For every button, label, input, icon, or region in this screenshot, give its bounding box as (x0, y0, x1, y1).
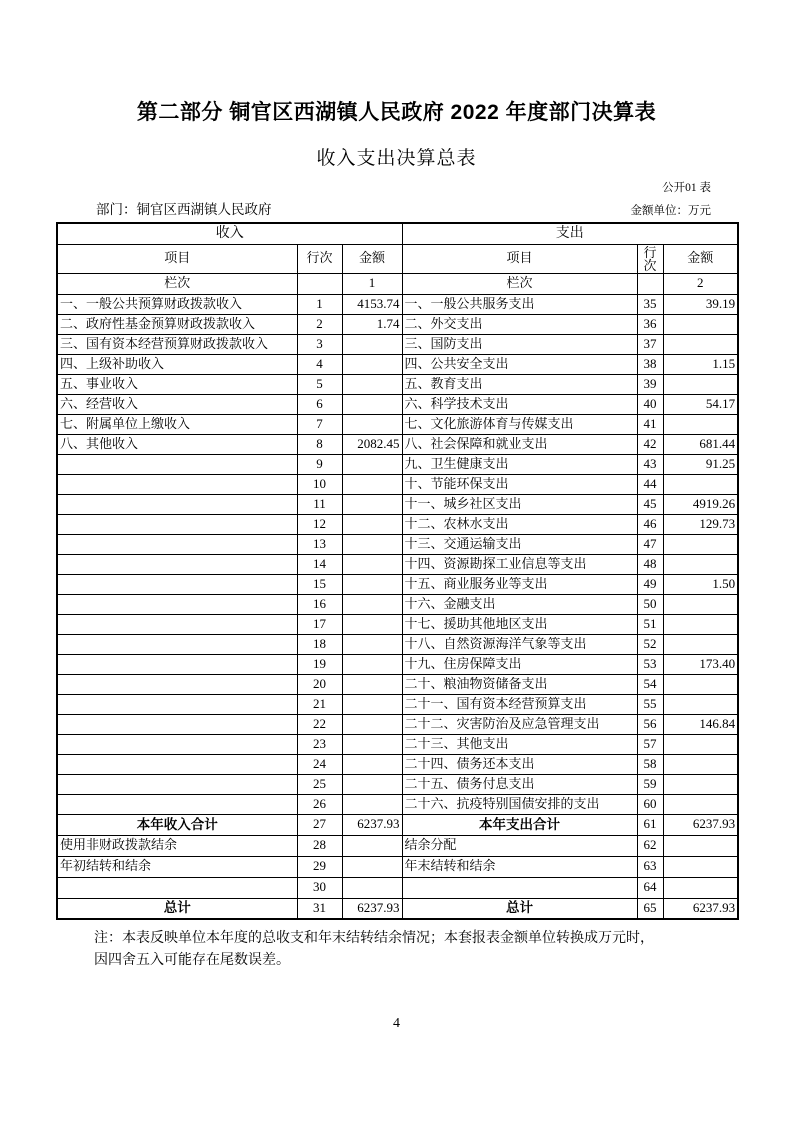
income-amount-cell (342, 414, 402, 434)
table-row (57, 614, 738, 634)
expense-amount-cell: 681.44 (663, 434, 738, 454)
table-row (57, 514, 738, 534)
expense-item-cell: 一、一般公共服务支出 (402, 294, 637, 314)
income-amount-cell: 6237.93 (342, 898, 402, 919)
income-item-cell (57, 694, 297, 714)
expense-rownum-cell: 58 (637, 754, 663, 774)
income-section-header: 收入 (57, 223, 402, 244)
income-item-cell: 一、一般公共预算财政拨款收入 (57, 294, 297, 314)
income-item-cell: 四、上级补助收入 (57, 354, 297, 374)
page-number: 4 (393, 1016, 400, 1031)
expense-item-cell: 总计 (402, 898, 637, 919)
table-row (57, 574, 738, 594)
expense-item-cell: 八、社会保障和就业支出 (402, 434, 637, 454)
column-header-row (57, 244, 738, 273)
expense-item-cell: 二十、粮油物资储备支出 (402, 674, 637, 694)
income-amount-cell (342, 614, 402, 634)
expense-rownum-cell: 56 (637, 714, 663, 734)
table-row (57, 534, 738, 554)
income-amount-cell (342, 334, 402, 354)
expense-item-cell: 四、公共安全支出 (402, 354, 637, 374)
expense-amount-cell (663, 614, 738, 634)
expense-item-cell: 三、国防支出 (402, 334, 637, 354)
table-row (57, 734, 738, 754)
table-row (57, 354, 738, 374)
income-item-cell: 二、政府性基金预算财政拨款收入 (57, 314, 297, 334)
income-rownum-column-header: 行次 (297, 244, 342, 273)
expense-amount-cell: 91.25 (663, 454, 738, 474)
income-rownum-cell: 30 (297, 877, 342, 898)
income-rownum-cell: 26 (297, 794, 342, 814)
form-code-label: 公开01 表 (662, 182, 711, 194)
income-item-cell (57, 714, 297, 734)
expense-rownum-cell: 41 (637, 414, 663, 434)
income-amount-cell (342, 474, 402, 494)
income-rownum-cell: 31 (297, 898, 342, 919)
income-amount-cell (342, 514, 402, 534)
expense-amount-cell (663, 674, 738, 694)
income-rownum-cell: 24 (297, 754, 342, 774)
income-rownum-cell: 22 (297, 714, 342, 734)
table-row (57, 774, 738, 794)
expense-rownum-cell: 51 (637, 614, 663, 634)
expense-item-cell: 年末结转和结余 (402, 856, 637, 877)
income-amount-cell: 6237.93 (342, 814, 402, 835)
expense-item-cell: 十八、自然资源海洋气象等支出 (402, 634, 637, 654)
income-rownum-cell: 16 (297, 594, 342, 614)
income-amount-cell (342, 634, 402, 654)
meta-row (56, 202, 737, 218)
table-row (57, 314, 738, 334)
expense-item-cell: 二十四、债务还本支出 (402, 754, 637, 774)
income-rownum-cell: 13 (297, 534, 342, 554)
table-title: 收入支出决算总表 (316, 148, 477, 169)
expense-rownum-cell: 39 (637, 374, 663, 394)
table-row (57, 434, 738, 454)
table-row (57, 414, 738, 434)
income-amount-cell (342, 877, 402, 898)
table-row (57, 694, 738, 714)
income-amount-column-header: 金额 (342, 244, 402, 273)
table-row (57, 474, 738, 494)
income-rownum-cell: 10 (297, 474, 342, 494)
income-item-cell: 六、经营收入 (57, 394, 297, 414)
table-body (57, 294, 738, 919)
income-item-cell (57, 614, 297, 634)
expense-amount-cell (663, 554, 738, 574)
expense-amount-cell (663, 835, 738, 856)
table-row (57, 654, 738, 674)
expense-rownum-cell: 36 (637, 314, 663, 334)
expense-rownum-cell: 52 (637, 634, 663, 654)
income-lanci-label: 栏次 (57, 273, 297, 294)
income-amount-cell (342, 654, 402, 674)
expense-rownum-cell: 59 (637, 774, 663, 794)
income-amount-cell (342, 714, 402, 734)
income-amount-cell (342, 856, 402, 877)
income-item-cell (57, 774, 297, 794)
table-row (57, 294, 738, 314)
income-amount-cell (342, 454, 402, 474)
income-item-cell: 总计 (57, 898, 297, 919)
expense-section-header: 支出 (402, 223, 738, 244)
income-amount-cell (342, 374, 402, 394)
expense-amount-cell (663, 314, 738, 334)
expense-rownum-cell: 55 (637, 694, 663, 714)
section-header-row (57, 223, 738, 244)
expense-rownum-cell: 38 (637, 354, 663, 374)
income-item-cell (57, 674, 297, 694)
expense-rownum-cell: 43 (637, 454, 663, 474)
expense-amount-cell (663, 734, 738, 754)
income-item-cell (57, 877, 297, 898)
expense-rownum-cell: 61 (637, 814, 663, 835)
expense-rownum-cell: 37 (637, 334, 663, 354)
table-row (57, 877, 738, 898)
income-amount-cell: 4153.74 (342, 294, 402, 314)
income-item-cell: 三、国有资本经营预算财政拨款收入 (57, 334, 297, 354)
income-rownum-cell: 17 (297, 614, 342, 634)
income-item-cell (57, 734, 297, 754)
income-amount-cell (342, 694, 402, 714)
expense-item-cell: 本年支出合计 (402, 814, 637, 835)
table-row (57, 454, 738, 474)
income-rownum-cell: 5 (297, 374, 342, 394)
income-amount-cell (342, 534, 402, 554)
expense-item-cell: 十三、交通运输支出 (402, 534, 637, 554)
expense-item-cell: 十二、农林水支出 (402, 514, 637, 534)
expense-rownum-cell: 35 (637, 294, 663, 314)
expense-lanci-label: 栏次 (402, 273, 637, 294)
expense-item-column-header: 项目 (402, 244, 637, 273)
department-label: 部门：铜官区西湖镇人民政府 (96, 202, 272, 217)
income-item-cell: 七、附属单位上缴收入 (57, 414, 297, 434)
income-amount-cell (342, 394, 402, 414)
expense-item-cell (402, 877, 637, 898)
income-amount-cell (342, 674, 402, 694)
total-row (57, 814, 738, 835)
expense-item-cell: 二十六、抗疫特别国债安排的支出 (402, 794, 637, 814)
income-item-cell (57, 514, 297, 534)
income-rownum-cell: 3 (297, 334, 342, 354)
expense-rownum-cell: 65 (637, 898, 663, 919)
income-item-cell: 本年收入合计 (57, 814, 297, 835)
income-item-cell: 八、其他收入 (57, 434, 297, 454)
expense-amount-cell: 54.17 (663, 394, 738, 414)
income-expense-table (56, 222, 739, 920)
income-item-cell (57, 494, 297, 514)
expense-rownum-column-header: 行次 (637, 244, 663, 273)
expense-item-cell: 二十五、债务付息支出 (402, 774, 637, 794)
income-rownum-cell: 28 (297, 835, 342, 856)
income-rownum-cell: 6 (297, 394, 342, 414)
empty-cell (297, 273, 342, 294)
table-row (57, 674, 738, 694)
expense-item-cell: 六、科学技术支出 (402, 394, 637, 414)
income-rownum-cell: 11 (297, 494, 342, 514)
income-item-cell (57, 454, 297, 474)
table-row (57, 835, 738, 856)
expense-rownum-cell: 50 (637, 594, 663, 614)
expense-item-cell: 十四、资源勘探工业信息等支出 (402, 554, 637, 574)
income-rownum-cell: 4 (297, 354, 342, 374)
expense-rownum-cell: 57 (637, 734, 663, 754)
expense-amount-cell: 129.73 (663, 514, 738, 534)
expense-amount-cell (663, 877, 738, 898)
expense-item-cell: 十七、援助其他地区支出 (402, 614, 637, 634)
income-amount-cell (342, 354, 402, 374)
empty-cell (637, 273, 663, 294)
expense-rownum-cell: 47 (637, 534, 663, 554)
expense-item-cell: 十、节能环保支出 (402, 474, 637, 494)
note-line-1: 注：本表反映单位本年度的总收支和年末结转结余情况；本套报表金额单位转换成万元时， (94, 931, 654, 946)
expense-rownum-cell: 45 (637, 494, 663, 514)
income-rownum-cell: 29 (297, 856, 342, 877)
table-row (57, 754, 738, 774)
income-amount-cell: 2082.45 (342, 434, 402, 454)
expense-rownum-cell: 48 (637, 554, 663, 574)
table-row (57, 334, 738, 354)
income-item-cell: 五、事业收入 (57, 374, 297, 394)
income-rownum-cell: 8 (297, 434, 342, 454)
expense-amount-cell: 1.50 (663, 574, 738, 594)
expense-amount-cell (663, 774, 738, 794)
income-item-column-header: 项目 (57, 244, 297, 273)
expense-amount-cell: 6237.93 (663, 898, 738, 919)
income-rownum-cell: 2 (297, 314, 342, 334)
expense-item-cell: 五、教育支出 (402, 374, 637, 394)
table-row (57, 374, 738, 394)
income-amount-cell (342, 494, 402, 514)
expense-amount-cell (663, 414, 738, 434)
income-item-cell (57, 554, 297, 574)
expense-amount-cell (663, 594, 738, 614)
income-rownum-cell: 1 (297, 294, 342, 314)
expense-amount-cell (663, 634, 738, 654)
table-row (57, 856, 738, 877)
income-item-cell (57, 474, 297, 494)
income-item-cell (57, 594, 297, 614)
expense-item-cell: 二、外交支出 (402, 314, 637, 334)
table-row (57, 794, 738, 814)
income-amount-cell (342, 835, 402, 856)
income-rownum-cell: 21 (297, 694, 342, 714)
income-column-index: 1 (342, 273, 402, 294)
income-rownum-cell: 7 (297, 414, 342, 434)
expense-item-cell: 二十一、国有资本经营预算支出 (402, 694, 637, 714)
expense-rownum-cell: 40 (637, 394, 663, 414)
expense-amount-cell (663, 534, 738, 554)
expense-item-cell: 十一、城乡社区支出 (402, 494, 637, 514)
expense-amount-column-header: 金额 (663, 244, 738, 273)
income-amount-cell: 1.74 (342, 314, 402, 334)
expense-amount-cell: 6237.93 (663, 814, 738, 835)
income-item-cell: 使用非财政拨款结余 (57, 835, 297, 856)
table-row (57, 494, 738, 514)
expense-item-cell: 十五、商业服务业等支出 (402, 574, 637, 594)
income-item-cell (57, 634, 297, 654)
income-item-cell (57, 654, 297, 674)
table-note (94, 928, 737, 972)
table-row (57, 714, 738, 734)
income-rownum-cell: 12 (297, 514, 342, 534)
income-amount-cell (342, 594, 402, 614)
income-rownum-cell: 19 (297, 654, 342, 674)
expense-item-cell: 七、文化旅游体育与传媒支出 (402, 414, 637, 434)
expense-amount-cell: 146.84 (663, 714, 738, 734)
column-index-row (57, 273, 738, 294)
document-title: 第二部分 铜官区西湖镇人民政府 2022 年度部门决算表 (136, 101, 657, 124)
expense-rownum-cell: 44 (637, 474, 663, 494)
expense-amount-cell (663, 374, 738, 394)
expense-rownum-cell: 63 (637, 856, 663, 877)
expense-rownum-cell: 62 (637, 835, 663, 856)
expense-amount-cell (663, 754, 738, 774)
expense-amount-cell: 4919.26 (663, 494, 738, 514)
income-amount-cell (342, 794, 402, 814)
income-amount-cell (342, 754, 402, 774)
expense-item-cell: 二十三、其他支出 (402, 734, 637, 754)
income-rownum-cell: 15 (297, 574, 342, 594)
expense-rownum-cell: 42 (637, 434, 663, 454)
expense-item-cell: 二十二、灾害防治及应急管理支出 (402, 714, 637, 734)
expense-rownum-cell: 53 (637, 654, 663, 674)
table-row (57, 394, 738, 414)
income-item-cell: 年初结转和结余 (57, 856, 297, 877)
income-amount-cell (342, 574, 402, 594)
income-rownum-cell: 25 (297, 774, 342, 794)
income-rownum-cell: 20 (297, 674, 342, 694)
income-rownum-cell: 18 (297, 634, 342, 654)
expense-amount-cell: 173.40 (663, 654, 738, 674)
total-row (57, 898, 738, 919)
income-rownum-cell: 27 (297, 814, 342, 835)
income-item-cell (57, 794, 297, 814)
expense-item-cell: 十九、住房保障支出 (402, 654, 637, 674)
expense-amount-cell (663, 794, 738, 814)
expense-item-cell: 十六、金融支出 (402, 594, 637, 614)
amount-unit-label: 金额单位：万元 (630, 205, 711, 217)
document-sheet (56, 0, 737, 1032)
expense-rownum-cell: 54 (637, 674, 663, 694)
expense-amount-cell: 39.19 (663, 294, 738, 314)
income-rownum-cell: 9 (297, 454, 342, 474)
income-rownum-cell: 14 (297, 554, 342, 574)
expense-rownum-cell: 46 (637, 514, 663, 534)
table-row (57, 594, 738, 614)
income-amount-cell (342, 554, 402, 574)
table-row (57, 554, 738, 574)
expense-rownum-cell: 64 (637, 877, 663, 898)
expense-item-cell: 九、卫生健康支出 (402, 454, 637, 474)
income-amount-cell (342, 734, 402, 754)
note-line-2: 因四舍五入可能存在尾数误差。 (94, 953, 290, 968)
income-item-cell (57, 534, 297, 554)
income-amount-cell (342, 774, 402, 794)
income-rownum-cell: 23 (297, 734, 342, 754)
table-row (57, 634, 738, 654)
expense-amount-cell (663, 334, 738, 354)
expense-item-cell: 结余分配 (402, 835, 637, 856)
expense-amount-cell (663, 856, 738, 877)
expense-amount-cell (663, 694, 738, 714)
expense-column-index: 2 (663, 273, 738, 294)
expense-rownum-cell: 49 (637, 574, 663, 594)
income-item-cell (57, 754, 297, 774)
income-item-cell (57, 574, 297, 594)
expense-amount-cell: 1.15 (663, 354, 738, 374)
expense-amount-cell (663, 474, 738, 494)
expense-rownum-cell: 60 (637, 794, 663, 814)
